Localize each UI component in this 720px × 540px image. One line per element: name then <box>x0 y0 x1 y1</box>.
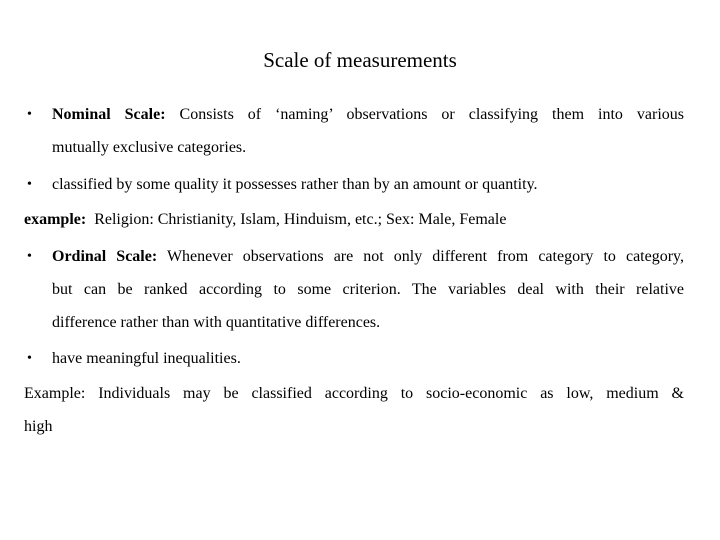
ordinal-line-3: difference rather than with quantitative differences. <box>52 314 381 331</box>
example-socio-economic <box>24 377 684 443</box>
ordinal-line-1-text: Whenever observations are not only different from category to category, <box>166 248 684 265</box>
bullet-dot: • <box>27 107 32 122</box>
example-label: example: <box>24 211 87 228</box>
bullet-dot: • <box>27 177 32 192</box>
slide-title: Scale of measurements <box>263 48 457 72</box>
nominal-line-1-text: Consists of ‘naming’ observations or classifying them into various <box>179 106 685 123</box>
example2-line-2: high <box>24 418 53 435</box>
example-religion-text: Religion: Christianity, Islam, Hinduism, etc.; Sex: Male, Female <box>94 211 507 228</box>
ordinal-scale-label: Ordinal Scale: <box>52 248 158 265</box>
bullet-inequalities-text: have meaningful inequalities. <box>52 350 241 367</box>
bullet-dot: • <box>27 249 32 264</box>
nominal-line-1 <box>52 98 684 131</box>
example2-line-1: Example: Individuals may be classified according to socio-economic as low, medium & <box>24 385 684 402</box>
nominal-scale-label: Nominal Scale: <box>52 106 166 123</box>
nominal-line-2: mutually exclusive categories. <box>52 139 247 156</box>
ordinal-line-1 <box>52 240 684 273</box>
bullet-classified-text: classified by some quality it possesses rather than by an amount or quantity. <box>52 176 538 193</box>
bullet-ordinal-text <box>52 240 684 339</box>
example-religion-line <box>24 203 684 236</box>
ordinal-line-2: but can be ranked according to some criterion. The variables deal with their relative <box>52 281 684 298</box>
bullet-nominal-text <box>52 98 684 164</box>
bullet-dot: • <box>27 351 32 366</box>
